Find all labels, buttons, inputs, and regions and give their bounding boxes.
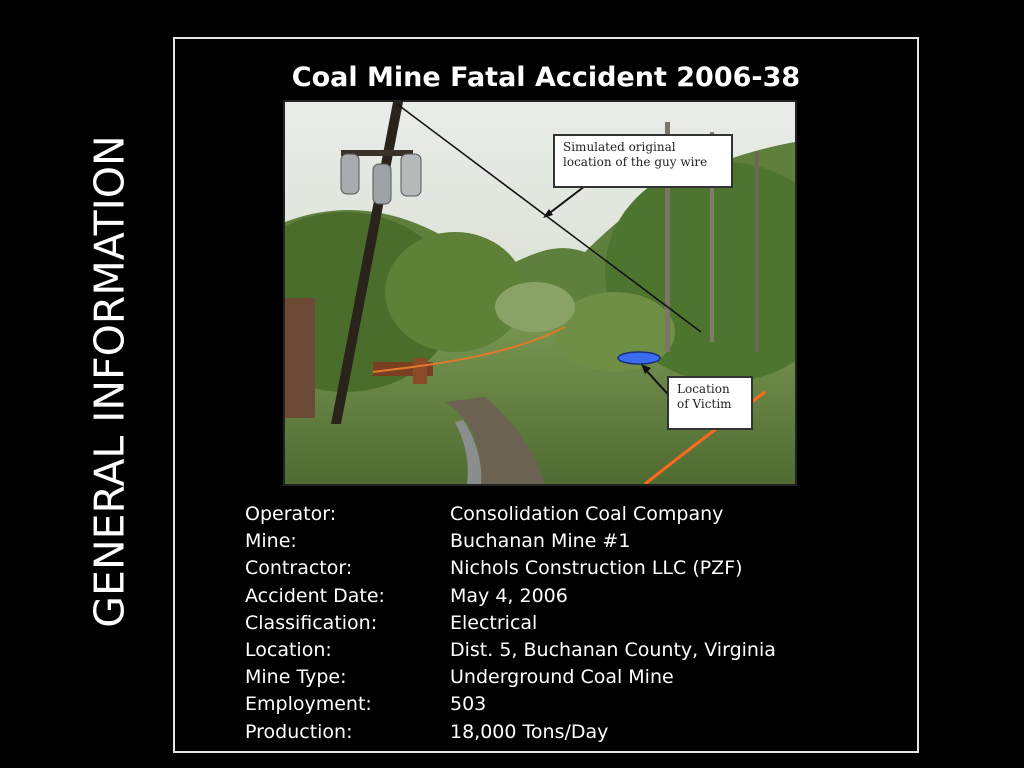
info-label: Mine: [245, 530, 297, 553]
info-value: 503 [450, 693, 487, 716]
info-label: Mine Type: [245, 666, 347, 689]
victim-location-marker [618, 352, 660, 364]
info-label: Location: [245, 638, 332, 661]
info-value: May 4, 2006 [450, 584, 568, 607]
info-label: Employment: [245, 693, 372, 716]
info-value: Underground Coal Mine [450, 666, 674, 689]
side-title-text: GENERAL INFORMATION [85, 134, 134, 628]
info-row-mine [245, 528, 845, 555]
info-value: Electrical [450, 611, 538, 634]
rusty-equipment [285, 298, 315, 418]
info-row-accident-date [245, 583, 845, 610]
info-value: Buchanan Mine #1 [450, 530, 631, 553]
info-value: Nichols Construction LLC (PZF) [450, 557, 743, 580]
info-row-location [245, 637, 845, 664]
info-label: Production: [245, 720, 353, 743]
info-row-classification [245, 610, 845, 637]
info-label: Accident Date: [245, 584, 385, 607]
info-label: Contractor: [245, 557, 353, 580]
slide-title [173, 62, 919, 93]
accident-info-list [245, 501, 845, 746]
accident-site-photo [283, 100, 797, 486]
info-label: Operator: [245, 503, 337, 525]
info-label: Classification: [245, 611, 378, 634]
info-value: Dist. 5, Buchanan County, Virginia [450, 638, 776, 661]
info-row-production [245, 719, 845, 746]
guy-wire-callout-text: Simulated original location of the guy wire [563, 140, 708, 169]
info-row-operator [245, 501, 845, 528]
info-row-contractor [245, 555, 845, 582]
info-value: Consolidation Coal Company [450, 503, 724, 525]
info-row-mine-type [245, 664, 845, 691]
info-value: 18,000 Tons/Day [450, 720, 609, 743]
side-title [80, 100, 140, 662]
guy-wire-callout [553, 134, 733, 188]
victim-callout-text: Location of Victim [677, 382, 732, 411]
victim-callout [667, 376, 753, 430]
info-row-employment [245, 691, 845, 718]
slide-title-text: Coal Mine Fatal Accident 2006-38 [291, 62, 801, 93]
